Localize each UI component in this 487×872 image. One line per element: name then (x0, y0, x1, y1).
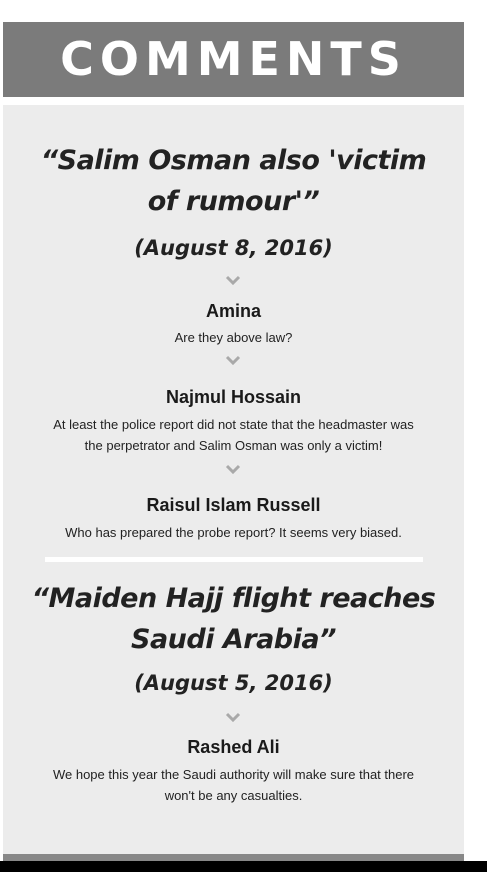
comment-text: Who has prepared the probe report? It seems very biased. (65, 525, 402, 540)
comment-author: Amina (205, 301, 261, 321)
chevron-down-icon (225, 275, 241, 285)
comment-author: Rashed Ali (187, 737, 280, 757)
article-headline: “Salim Osman also 'victim of rumour'” (40, 145, 427, 217)
comments-panel (3, 22, 464, 860)
bottom-edge (0, 861, 487, 872)
comment-author: Raisul Islam Russell (146, 495, 321, 515)
comment-text: At least the police report did not state that the headmaster was the perpetrator and Salim Osman was only a victim! (53, 417, 414, 453)
article-date: (August 5, 2016) (134, 671, 333, 695)
chevron-down-icon (225, 464, 241, 474)
comment-text: Are they above law? (174, 330, 293, 345)
header-divider (3, 97, 464, 105)
comment-text: We hope this year the Saudi authority will make sure that there won't be any casualties. (52, 767, 415, 803)
article-headline: “Maiden Hajj flight reaches Saudi Arabia” (31, 583, 436, 655)
chevron-down-icon (225, 712, 241, 722)
section-divider (45, 557, 423, 562)
comment-author: Najmul Hossain (165, 387, 302, 407)
article-date: (August 8, 2016) (134, 236, 333, 260)
footer-bar (3, 854, 464, 861)
chevron-down-icon (225, 355, 241, 365)
page-title: COMMENTS (3, 22, 464, 97)
